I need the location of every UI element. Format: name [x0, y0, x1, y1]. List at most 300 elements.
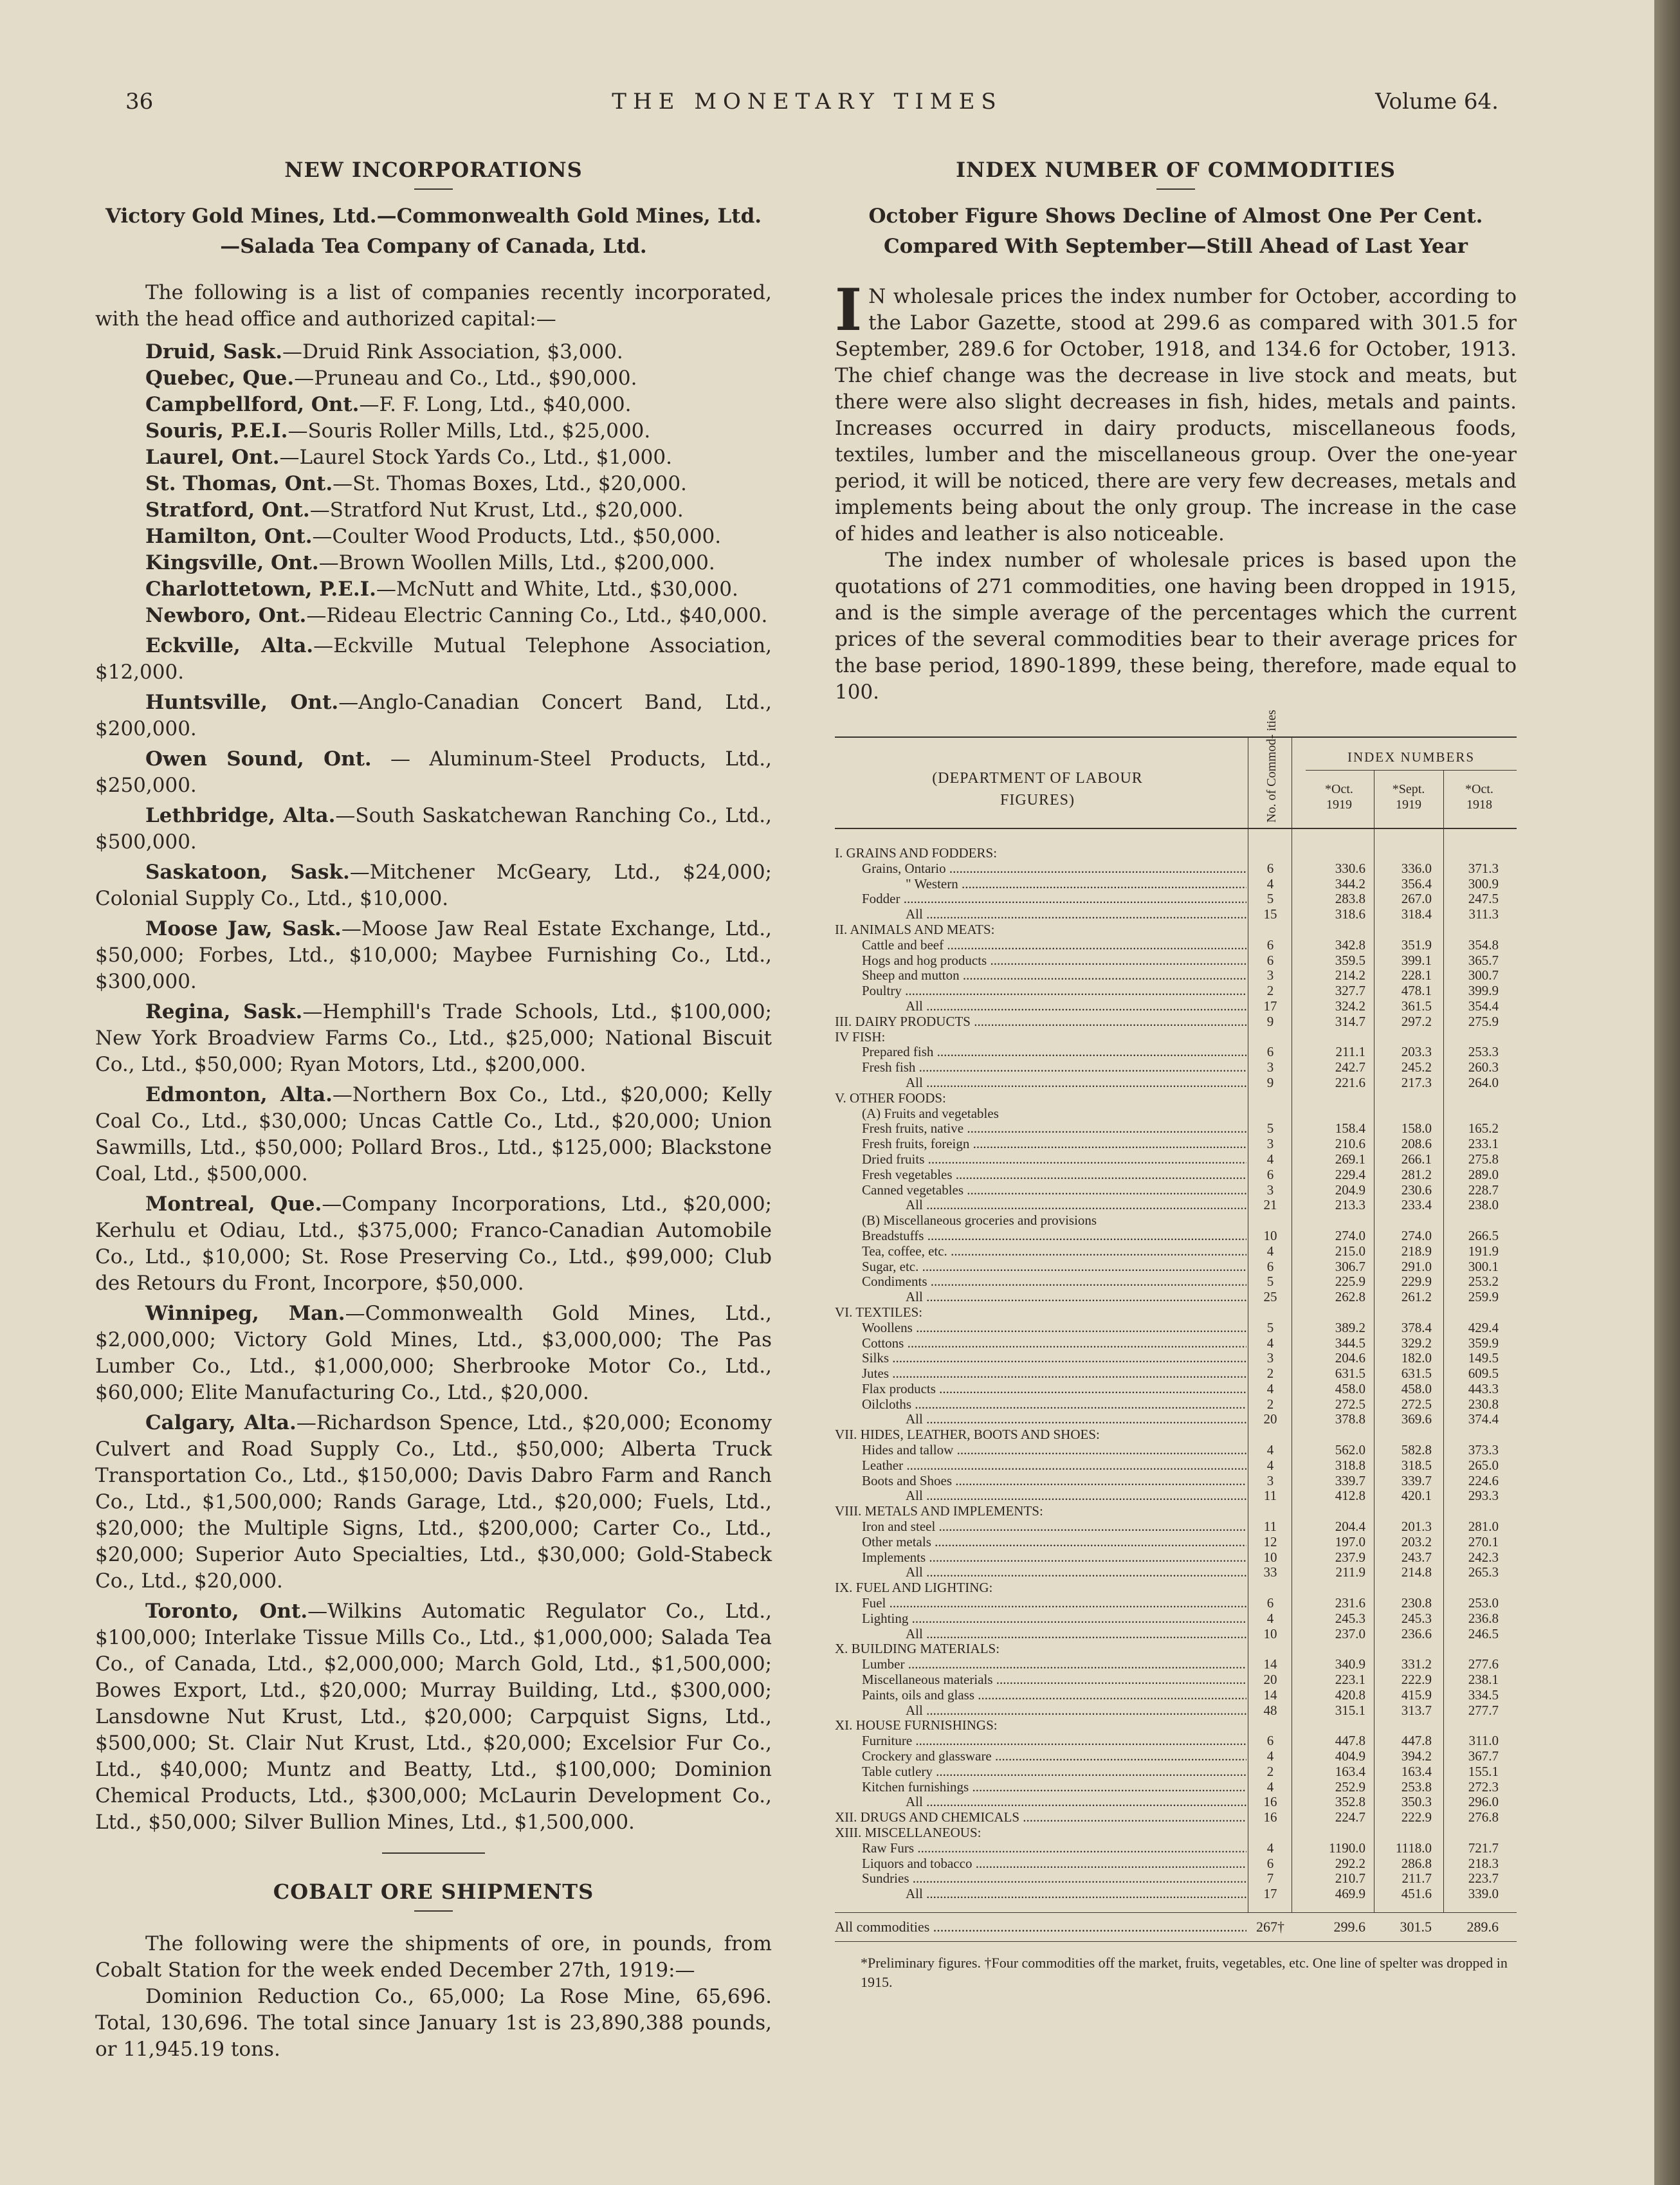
entry-place: Stratford, Ont.: [145, 498, 310, 522]
table-row: [835, 1106, 1517, 1122]
row-count: 33: [1263, 1564, 1277, 1580]
table-row: [835, 1213, 1517, 1229]
row-sept-1919: 369.6: [1401, 1411, 1432, 1427]
row-label: Cottons .....: [835, 1336, 1246, 1351]
row-label: All .....: [835, 1198, 1246, 1213]
row-label: All .....: [835, 999, 1246, 1014]
row-oct-1919: 237.9: [1335, 1549, 1365, 1565]
table-row: [835, 1611, 1517, 1627]
table-row: [835, 891, 1517, 907]
heading-rule: [1156, 188, 1195, 190]
table-row: [835, 1014, 1517, 1030]
cobalt-paragraph: Dominion Reduction Co., 65,000; La Rose Mine, 65,696. Total, 130,696. The total since January 1st is 23,890,388 pounds, or 11,945.19 tons.: [95, 1985, 772, 2061]
row-count: 6: [1266, 860, 1274, 876]
row-oct-1918: 311.3: [1468, 906, 1499, 922]
row-label: VI. TEXTILES:: [835, 1304, 923, 1320]
row-oct-1918: 300.7: [1468, 967, 1499, 983]
row-oct-1918: 253.3: [1468, 1044, 1499, 1060]
entry-place: Moose Jaw, Sask.: [145, 917, 342, 940]
row-count: 14: [1263, 1656, 1277, 1672]
row-label: Condiments .....: [835, 1274, 1246, 1290]
incorporation-entry: [95, 365, 772, 392]
row-label: X. BUILDING MATERIALS:: [835, 1641, 1000, 1657]
row-label: Tea, coffee, etc. .....: [835, 1244, 1246, 1259]
row-sept-1919: 631.5: [1401, 1366, 1432, 1382]
row-sept-1919: 158.0: [1401, 1120, 1432, 1137]
row-sept-1919: 329.2: [1401, 1335, 1432, 1351]
entry-text: —Brown Woollen Mills, Ltd., $200,000.: [318, 551, 715, 574]
row-sept-1919: 447.8: [1401, 1733, 1432, 1749]
incorporation-entry: [95, 339, 772, 365]
incorporation-entry: [95, 1301, 772, 1406]
row-count: 9: [1266, 1074, 1274, 1090]
table-row: [835, 1718, 1517, 1733]
entry-text: —Eckville Mutual Telephone Association, $12,000.: [95, 634, 772, 684]
row-sept-1919: 203.2: [1401, 1533, 1432, 1550]
incorporation-entry: [95, 633, 772, 686]
row-oct-1918: 264.0: [1468, 1074, 1499, 1090]
table-row: [835, 922, 1517, 938]
row-count: 6: [1266, 937, 1274, 953]
table-row: [835, 1259, 1517, 1275]
row-oct-1918: 281.0: [1468, 1519, 1499, 1535]
row-label: III. DAIRY PRODUCTS .....: [835, 1014, 1246, 1030]
entry-place: Campbellford, Ont.: [145, 393, 360, 416]
entry-text: —South Saskatchewan Ranching Co., Ltd., $500,000.: [95, 804, 772, 854]
row-oct-1918: 149.5: [1468, 1350, 1499, 1366]
row-count: 4: [1266, 1840, 1274, 1856]
row-oct-1918: 311.0: [1468, 1733, 1499, 1749]
row-count: 3: [1266, 1182, 1274, 1198]
row-label: Prepared fish .....: [835, 1045, 1246, 1060]
row-count: 6: [1266, 1044, 1274, 1060]
row-oct-1919: 231.6: [1335, 1595, 1365, 1611]
table-row: [835, 1504, 1517, 1519]
row-count: 2: [1266, 1366, 1274, 1382]
row-oct-1918: 275.8: [1468, 1151, 1499, 1167]
count-header: [1254, 709, 1286, 823]
row-sept-1919: 182.0: [1401, 1350, 1432, 1366]
row-label: Other metals .....: [835, 1535, 1246, 1550]
entry-place: Saskatoon, Sask.: [145, 861, 350, 884]
row-label: Fresh vegetables .....: [835, 1167, 1246, 1183]
entry-text: —Wilkins Automatic Regulator Co., Ltd., $100,000; Interlake Tissue Mills Co., Ltd., $1,000,000; Salada Tea Co., of Canada, Ltd., $2,000,000; March Gold, Ltd., $1,500,000; Bowes Export, Ltd., $20,000; Murray Building, Ltd., $300,000; Lansdowne Nut Krust, Ltd., $20,000; Carpquist Signs, Ltd., $500,000; St. Clair Nut Krust, Ltd., $20,000; Excelsior Fur Co., Ltd., $40,000; Muntz and Beatty, Ltd., $100,000; Dominion Chemical Products, Ltd., $300,000; McLaurin Development Co., Ltd., $50,000; Silver Bullion Mines, Ltd., $1,500,000.: [95, 1600, 772, 1834]
table-row: [835, 1167, 1517, 1183]
cobalt-heading: COBALT ORE SHIPMENTS: [273, 1879, 594, 1904]
row-oct-1919: 242.7: [1335, 1059, 1365, 1075]
row-oct-1918: 247.5: [1468, 891, 1499, 907]
row-oct-1918: 289.0: [1468, 1166, 1499, 1182]
row-sept-1919: 351.9: [1401, 937, 1432, 953]
row-oct-1919: 211.1: [1335, 1044, 1365, 1060]
row-sept-1919: 331.2: [1401, 1656, 1432, 1672]
incorporation-entry: [95, 524, 772, 550]
row-oct-1918: 236.8: [1468, 1610, 1499, 1626]
row-count: 3: [1266, 1136, 1274, 1152]
row-sept-1919: 230.6: [1401, 1182, 1432, 1198]
row-label: Dried fruits .....: [835, 1152, 1246, 1167]
row-label: Fresh fruits, foreign .....: [835, 1137, 1246, 1152]
table-row: [835, 1627, 1517, 1642]
row-oct-1919: 306.7: [1335, 1258, 1365, 1274]
row-oct-1919: 214.2: [1335, 967, 1365, 983]
table-row: [835, 968, 1517, 983]
row-count: 11: [1263, 1488, 1277, 1504]
table-row: [835, 1672, 1517, 1688]
entry-place: Laurel, Ont.: [145, 446, 280, 469]
row-oct-1919: 330.6: [1335, 860, 1365, 876]
entry-place: Huntsville, Ont.: [145, 691, 339, 714]
row-oct-1919: 359.5: [1335, 952, 1365, 968]
row-oct-1919: 237.0: [1335, 1625, 1365, 1641]
row-label: II. ANIMALS AND MEATS:: [835, 922, 995, 937]
row-oct-1918: 259.9: [1468, 1289, 1499, 1305]
table-dept-line: FIGURES): [1000, 792, 1075, 809]
row-count: 10: [1263, 1227, 1277, 1243]
table-footnote: *Preliminary figures. †Four commodities off the market, fruits, vegetables, etc. One line of spelter was dropped in 1915.: [861, 1954, 1508, 1990]
row-oct-1919: 404.9: [1335, 1748, 1365, 1764]
right-column: [835, 158, 1517, 1992]
row-label: Lumber .....: [835, 1657, 1246, 1672]
entry-place: Hamilton, Ont.: [145, 525, 313, 548]
row-label: Kitchen furnishings .....: [835, 1780, 1246, 1795]
table-row: [835, 1795, 1517, 1810]
table-row: [835, 1703, 1517, 1719]
row-count: 5: [1266, 1274, 1274, 1290]
row-label: Furniture .....: [835, 1733, 1246, 1749]
drop-cap: I: [835, 276, 863, 344]
row-oct-1919: 631.5: [1335, 1366, 1365, 1382]
entry-place: Newboro, Ont.: [145, 604, 307, 627]
row-label: Crockery and glassware .....: [835, 1749, 1246, 1764]
row-label: Lighting .....: [835, 1611, 1246, 1627]
table-row: [835, 1580, 1517, 1596]
table-row: [835, 1290, 1517, 1305]
entry-text: —Coulter Wood Products, Ltd., $50,000.: [312, 525, 722, 548]
entry-text: —Souris Roller Mills, Ltd., $25,000.: [288, 419, 651, 443]
row-count: 4: [1266, 875, 1274, 891]
row-oct-1919: 211.9: [1335, 1564, 1365, 1580]
row-count: 5: [1266, 1319, 1274, 1335]
index-paragraph: The index number of wholesale prices is based upon the quotations of 271 commodities, one having been dropped in 1915, and is the simple average of the percentages which the current prices of the several commodities bear to their average prices for the base period, 1890-1899, these being, therefore, made equal to 100.: [835, 549, 1517, 704]
table-dept-line: (DEPARTMENT OF LABOUR: [932, 770, 1143, 787]
row-count: 4: [1266, 1778, 1274, 1795]
table-row: [835, 1657, 1517, 1672]
row-label: Miscellaneous materials .....: [835, 1672, 1246, 1688]
entry-place: Druid, Sask.: [145, 340, 282, 363]
row-sept-1919: 291.0: [1401, 1258, 1432, 1274]
row-count: 4: [1266, 1610, 1274, 1626]
row-label: Canned vegetables .....: [835, 1183, 1246, 1198]
row-oct-1918: 260.3: [1468, 1059, 1499, 1075]
row-label: XII. DRUGS AND CHEMICALS .....: [835, 1810, 1246, 1825]
row-label: Cattle and beef .....: [835, 938, 1246, 953]
row-sept-1919: 233.4: [1401, 1197, 1432, 1213]
row-label: Implements .....: [835, 1550, 1246, 1566]
entry-text: —Northern Box Co., Ltd., $20,000; Kelly Coal Co., Ltd., $30,000; Uncas Cattle Co., Ltd., $20,000; Union Sawmills, Ltd., $50,000; Pollard Bros., Ltd., $125,000; Blackstone Coal, Ltd., $500,000.: [95, 1083, 772, 1185]
row-sept-1919: 415.9: [1401, 1687, 1432, 1703]
row-sept-1919: 272.5: [1401, 1396, 1432, 1412]
left-column: [95, 158, 772, 2063]
row-sept-1919: 350.3: [1401, 1794, 1432, 1810]
row-label: Hides and tallow .....: [835, 1443, 1246, 1458]
entry-place: Owen Sound, Ont.: [145, 747, 372, 771]
row-oct-1919: 283.8: [1335, 891, 1365, 907]
table-row: [835, 1137, 1517, 1152]
entry-place: Winnipeg, Man.: [145, 1302, 345, 1325]
row-label: XIII. MISCELLANEOUS:: [835, 1825, 982, 1840]
row-oct-1918: 266.5: [1468, 1227, 1499, 1243]
table-row: [835, 1856, 1517, 1872]
row-oct-1918: 277.7: [1468, 1702, 1499, 1718]
row-oct-1918: 242.3: [1468, 1549, 1499, 1565]
table-row: [835, 1274, 1517, 1290]
row-oct-1918: 224.6: [1468, 1472, 1499, 1488]
row-label: (A) Fruits and vegetables: [862, 1106, 999, 1121]
row-label: IX. FUEL AND LIGHTING:: [835, 1580, 993, 1596]
row-oct-1919: 344.2: [1335, 875, 1365, 891]
row-count: 7: [1266, 1870, 1274, 1887]
row-oct-1919: 204.4: [1335, 1519, 1365, 1535]
row-oct-1919: 272.5: [1335, 1396, 1365, 1412]
row-oct-1918: 339.0: [1468, 1886, 1499, 1902]
row-sept-1919: 301.5: [1400, 1918, 1432, 1935]
table-row: [835, 1733, 1517, 1749]
row-oct-1919: 340.9: [1335, 1656, 1365, 1672]
row-count: 6: [1266, 1166, 1274, 1182]
row-label: Silks .....: [835, 1351, 1246, 1366]
row-oct-1918: 373.3: [1468, 1442, 1499, 1458]
col-header-month: *Oct.: [1465, 782, 1493, 796]
column-rule: [1443, 770, 1444, 828]
row-label: Oilcloths .....: [835, 1397, 1246, 1412]
page-number: 36: [125, 89, 154, 114]
table-row: [835, 1810, 1517, 1825]
entry-text: —Rideau Electric Canning Co., Ltd., $40,000.: [306, 604, 768, 627]
row-label: Leather .....: [835, 1458, 1246, 1474]
row-oct-1918: 276.8: [1468, 1809, 1499, 1825]
incorporation-entry: [95, 497, 772, 524]
row-oct-1918: 223.7: [1468, 1870, 1499, 1887]
row-label: Raw Furs .....: [835, 1841, 1246, 1856]
table-row: [835, 1060, 1517, 1075]
row-count: 10: [1263, 1549, 1277, 1565]
row-oct-1918: 191.9: [1468, 1243, 1499, 1259]
row-oct-1919: 197.0: [1335, 1533, 1365, 1550]
row-label: All .....: [835, 1075, 1246, 1091]
row-oct-1919: 204.9: [1335, 1182, 1365, 1198]
row-sept-1919: 163.4: [1401, 1763, 1432, 1779]
row-label: All .....: [835, 1290, 1246, 1305]
table-row: [835, 1091, 1517, 1106]
table-row: [835, 846, 1517, 861]
row-label: Hogs and hog products .....: [835, 953, 1246, 969]
entry-place: Eckville, Alta.: [145, 634, 314, 657]
row-oct-1918: 228.7: [1468, 1182, 1499, 1198]
row-oct-1919: 342.8: [1335, 937, 1365, 953]
row-count: 10: [1263, 1625, 1277, 1641]
table-row: [835, 1749, 1517, 1764]
row-sept-1919: 286.8: [1401, 1855, 1432, 1871]
entry-text: —Commonwealth Gold Mines, Ltd., $2,000,000; Victory Gold Mines, Ltd., $3,000,000; The Pas Lumber Co., Ltd., $1,000,000; Sherbrooke Motor Co., Ltd., $60,000; Elite Manufacturing Co., Ltd., $20,000.: [95, 1302, 772, 1404]
table-row: [835, 1075, 1517, 1091]
incorporation-entry: [95, 444, 772, 471]
row-oct-1918: 300.9: [1468, 875, 1499, 891]
row-count: 2: [1266, 1763, 1274, 1779]
row-count: 4: [1266, 1151, 1274, 1167]
incorporation-entry: [95, 999, 772, 1078]
table-header: [835, 709, 1517, 829]
row-sept-1919: 339.7: [1401, 1472, 1432, 1488]
row-label: All .....: [835, 1488, 1246, 1504]
table-row: [835, 1183, 1517, 1198]
table-row: [835, 1474, 1517, 1489]
running-head: [116, 89, 1499, 121]
row-sept-1919: 318.4: [1401, 906, 1432, 922]
entry-text: —Hemphill's Trade Schools, Ltd., $100,000; New York Broadview Farms Co., Ltd., $25,000; National Biscuit Co., Ltd., $50,000; Ryan Motors, Ltd., $200,000.: [95, 1000, 772, 1076]
row-oct-1919: 389.2: [1335, 1319, 1365, 1335]
col-header-month: *Sept.: [1392, 782, 1425, 796]
row-sept-1919: 318.5: [1401, 1457, 1432, 1473]
row-oct-1919: 225.9: [1335, 1274, 1365, 1290]
entry-text: —Mitchener McGeary, Ltd., $24,000; Colonial Supply Co., Ltd., $10,000.: [95, 861, 772, 910]
row-oct-1918: 253.0: [1468, 1595, 1499, 1611]
all-commodities-row: [835, 1913, 1517, 1942]
row-oct-1919: 562.0: [1335, 1442, 1365, 1458]
row-sept-1919: 203.3: [1401, 1044, 1432, 1060]
entry-place: Kingsville, Ont.: [145, 551, 319, 574]
row-sept-1919: 243.7: [1401, 1549, 1432, 1565]
row-count: 6: [1266, 952, 1274, 968]
row-count: 21: [1263, 1197, 1277, 1213]
table-row: [835, 1336, 1517, 1351]
row-oct-1919: 274.0: [1335, 1227, 1365, 1243]
row-sept-1919: 336.0: [1401, 860, 1432, 876]
row-oct-1918: 155.1: [1468, 1763, 1499, 1779]
table-row: [835, 1841, 1517, 1856]
entry-place: Lethbridge, Alta.: [145, 804, 336, 827]
table-row: [835, 1550, 1517, 1566]
index-heading: INDEX NUMBER OF COMMODITIES: [956, 158, 1396, 182]
index-paragraph: [835, 276, 1517, 547]
row-count: 25: [1263, 1289, 1277, 1305]
row-label: Sundries .....: [835, 1871, 1246, 1887]
row-oct-1919: 352.8: [1335, 1794, 1365, 1810]
table-row: [835, 1045, 1517, 1060]
row-label: All commodities .....: [835, 1913, 1246, 1941]
row-count: 3: [1266, 967, 1274, 983]
entry-place: Edmonton, Alta.: [145, 1083, 333, 1106]
row-count: 14: [1263, 1687, 1277, 1703]
row-count: 6: [1266, 1258, 1274, 1274]
row-count: 11: [1263, 1519, 1277, 1535]
entry-text: —Anglo-Canadian Concert Band, Ltd., $200,000.: [95, 691, 772, 740]
row-oct-1919: 315.1: [1335, 1702, 1365, 1718]
col-header-oct-1919: [1306, 782, 1373, 812]
row-oct-1919: 314.7: [1335, 1013, 1365, 1029]
entry-text: —Laurel Stock Yards Co., Ltd., $1,000.: [279, 446, 672, 469]
row-oct-1918: 354.8: [1468, 937, 1499, 953]
index-header-rule: [1306, 770, 1517, 771]
volume-label: Volume 64.: [1375, 89, 1499, 114]
row-oct-1918: 399.9: [1468, 983, 1499, 999]
row-oct-1919: 210.6: [1335, 1136, 1365, 1152]
row-oct-1919: 1190.0: [1329, 1840, 1365, 1856]
row-sept-1919: 230.8: [1401, 1595, 1432, 1611]
row-label: Fodder .....: [835, 891, 1246, 907]
entry-text: —Stratford Nut Krust, Ltd., $20,000.: [309, 498, 684, 522]
table-row: [835, 1780, 1517, 1795]
row-oct-1918: 296.0: [1468, 1794, 1499, 1810]
row-label: Fuel .....: [835, 1596, 1246, 1611]
table-row: [835, 1443, 1517, 1458]
table-row: [835, 953, 1517, 969]
incorporation-entry: [95, 916, 772, 995]
table-body: [835, 829, 1517, 1913]
row-sept-1919: 582.8: [1401, 1442, 1432, 1458]
row-label: Grains, Ontario .....: [835, 861, 1246, 877]
cobalt-paragraph: The following were the shipments of ore, in pounds, from Cobalt Station for the week ended December 27th, 1919:—: [95, 1932, 772, 1982]
row-sept-1919: 222.9: [1401, 1809, 1432, 1825]
row-oct-1918: 265.0: [1468, 1457, 1499, 1473]
row-oct-1918: 253.2: [1468, 1274, 1499, 1290]
table-row: [835, 1121, 1517, 1137]
row-label: Sugar, etc. .....: [835, 1259, 1246, 1275]
table-row: [835, 1397, 1517, 1412]
entry-place: Souris, P.E.I.: [145, 419, 288, 443]
row-sept-1919: 217.3: [1401, 1074, 1432, 1090]
row-oct-1919: 223.1: [1335, 1672, 1365, 1688]
table-row: [835, 983, 1517, 999]
row-sept-1919: 1118.0: [1395, 1840, 1432, 1856]
row-oct-1919: 213.3: [1335, 1197, 1365, 1213]
row-label: Fresh fish .....: [835, 1060, 1246, 1075]
row-count: 9: [1266, 1013, 1274, 1029]
row-oct-1919: 204.6: [1335, 1350, 1365, 1366]
row-sept-1919: 261.2: [1401, 1289, 1432, 1305]
row-oct-1919: 210.7: [1335, 1870, 1365, 1887]
row-count: 2: [1266, 1396, 1274, 1412]
row-label: I. GRAINS AND FODDERS:: [835, 846, 998, 861]
row-oct-1918: 218.3: [1468, 1855, 1499, 1871]
row-label: Boots and Shoes .....: [835, 1474, 1246, 1489]
table-row: [835, 1030, 1517, 1045]
row-sept-1919: 297.2: [1401, 1013, 1432, 1029]
row-oct-1919: 245.3: [1335, 1610, 1365, 1626]
row-sept-1919: 399.1: [1401, 952, 1432, 968]
row-label: All .....: [835, 1412, 1246, 1427]
row-count: 4: [1266, 1442, 1274, 1458]
row-sept-1919: 229.9: [1401, 1274, 1432, 1290]
row-count: 17: [1263, 998, 1277, 1014]
table-row: [835, 1229, 1517, 1244]
row-label: Paints, oils and glass .....: [835, 1688, 1246, 1703]
table-row: [835, 861, 1517, 877]
row-count: 5: [1266, 891, 1274, 907]
table-row: [835, 1321, 1517, 1336]
row-oct-1919: 229.4: [1335, 1166, 1365, 1182]
row-sept-1919: 253.8: [1401, 1778, 1432, 1795]
row-label: Poultry .....: [835, 983, 1246, 999]
row-sept-1919: 201.3: [1401, 1519, 1432, 1535]
row-oct-1918: 429.4: [1468, 1319, 1499, 1335]
table-row: [835, 938, 1517, 953]
page-edge-shadow: [1654, 0, 1680, 2185]
table-row: [835, 1825, 1517, 1841]
row-count: 2: [1266, 983, 1274, 999]
row-sept-1919: 236.6: [1401, 1625, 1432, 1641]
row-label: Sheep and mutton .....: [835, 968, 1246, 983]
